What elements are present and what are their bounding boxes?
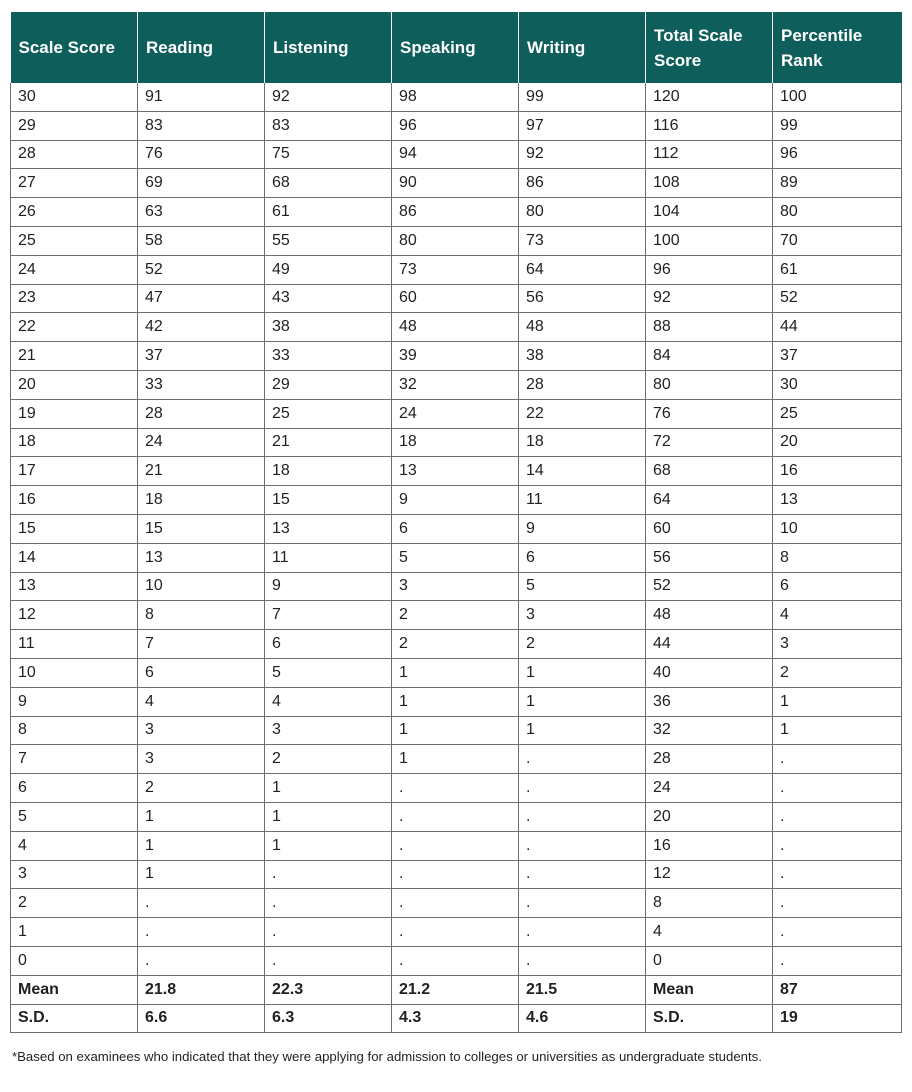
cell-total-scale-score: 72 xyxy=(646,428,773,457)
cell-speaking: 1 xyxy=(392,716,519,745)
cell-writing: . xyxy=(519,889,646,918)
cell-writing: 2 xyxy=(519,630,646,659)
cell-percentile-rank: 6 xyxy=(773,572,902,601)
table-row xyxy=(11,370,902,399)
table-row xyxy=(11,716,902,745)
table-row xyxy=(11,428,902,457)
table-row xyxy=(11,860,902,889)
cell-total-scale-score: 44 xyxy=(646,630,773,659)
cell-speaking: 32 xyxy=(392,370,519,399)
table-row xyxy=(11,342,902,371)
cell-listening: 4 xyxy=(265,687,392,716)
cell-reading: 83 xyxy=(138,111,265,140)
cell-reading: 13 xyxy=(138,543,265,572)
cell-listening: 3 xyxy=(265,716,392,745)
cell-total-scale-score: 0 xyxy=(646,946,773,975)
cell-writing: 38 xyxy=(519,342,646,371)
cell-reading: 3 xyxy=(138,745,265,774)
cell-reading: 37 xyxy=(138,342,265,371)
cell-percentile-rank: . xyxy=(773,774,902,803)
cell-percentile-rank: 16 xyxy=(773,457,902,486)
cell-speaking: 5 xyxy=(392,543,519,572)
cell-listening: 43 xyxy=(265,284,392,313)
table-row xyxy=(11,774,902,803)
cell-percentile-rank: 13 xyxy=(773,486,902,515)
cell-reading: 1 xyxy=(138,831,265,860)
cell-writing: 6 xyxy=(519,543,646,572)
cell-scale-score: 30 xyxy=(11,83,138,111)
table-row xyxy=(11,255,902,284)
cell-writing: . xyxy=(519,745,646,774)
cell-writing: 92 xyxy=(519,140,646,169)
cell-listening: 6.3 xyxy=(265,1004,392,1033)
cell-speaking: 96 xyxy=(392,111,519,140)
cell-total-scale-score: 24 xyxy=(646,774,773,803)
cell-scale-score: S.D. xyxy=(11,1004,138,1033)
cell-scale-score: 19 xyxy=(11,399,138,428)
cell-percentile-rank: 1 xyxy=(773,716,902,745)
cell-percentile-rank: . xyxy=(773,918,902,947)
cell-reading: 2 xyxy=(138,774,265,803)
cell-total-scale-score: 8 xyxy=(646,889,773,918)
cell-total-scale-score: 40 xyxy=(646,658,773,687)
cell-total-scale-score: 96 xyxy=(646,255,773,284)
cell-reading: 18 xyxy=(138,486,265,515)
cell-speaking: 1 xyxy=(392,687,519,716)
cell-reading: 47 xyxy=(138,284,265,313)
cell-reading: 6.6 xyxy=(138,1004,265,1033)
cell-speaking: 9 xyxy=(392,486,519,515)
cell-speaking: . xyxy=(392,860,519,889)
cell-total-scale-score: 28 xyxy=(646,745,773,774)
cell-scale-score: 10 xyxy=(11,658,138,687)
cell-percentile-rank: 30 xyxy=(773,370,902,399)
cell-total-scale-score: S.D. xyxy=(646,1004,773,1033)
cell-reading: 15 xyxy=(138,514,265,543)
table-row xyxy=(11,514,902,543)
cell-scale-score: 14 xyxy=(11,543,138,572)
cell-total-scale-score: 20 xyxy=(646,802,773,831)
cell-writing: . xyxy=(519,802,646,831)
table-row xyxy=(11,918,902,947)
header-reading: Reading xyxy=(138,12,265,83)
cell-total-scale-score: 36 xyxy=(646,687,773,716)
cell-speaking: 60 xyxy=(392,284,519,313)
cell-listening: 92 xyxy=(265,83,392,111)
cell-writing: 3 xyxy=(519,601,646,630)
cell-writing: . xyxy=(519,860,646,889)
header-row xyxy=(11,12,902,83)
cell-writing: 64 xyxy=(519,255,646,284)
cell-percentile-rank: 19 xyxy=(773,1004,902,1033)
cell-listening: 1 xyxy=(265,802,392,831)
cell-reading: . xyxy=(138,946,265,975)
cell-writing: 86 xyxy=(519,169,646,198)
table-row xyxy=(11,572,902,601)
cell-scale-score: 1 xyxy=(11,918,138,947)
cell-listening: . xyxy=(265,918,392,947)
cell-reading: 63 xyxy=(138,198,265,227)
cell-percentile-rank: 1 xyxy=(773,687,902,716)
cell-listening: 13 xyxy=(265,514,392,543)
cell-listening: 21 xyxy=(265,428,392,457)
cell-reading: 21.8 xyxy=(138,975,265,1004)
table-row xyxy=(11,313,902,342)
cell-scale-score: 20 xyxy=(11,370,138,399)
cell-listening: 29 xyxy=(265,370,392,399)
cell-total-scale-score: 88 xyxy=(646,313,773,342)
table-row xyxy=(11,543,902,572)
cell-listening: 9 xyxy=(265,572,392,601)
cell-writing: 22 xyxy=(519,399,646,428)
cell-reading: 91 xyxy=(138,83,265,111)
cell-total-scale-score: 16 xyxy=(646,831,773,860)
cell-percentile-rank: 61 xyxy=(773,255,902,284)
cell-percentile-rank: 87 xyxy=(773,975,902,1004)
cell-percentile-rank: 89 xyxy=(773,169,902,198)
cell-percentile-rank: . xyxy=(773,860,902,889)
cell-reading: . xyxy=(138,889,265,918)
table-row xyxy=(11,745,902,774)
cell-reading: 42 xyxy=(138,313,265,342)
cell-percentile-rank: . xyxy=(773,745,902,774)
cell-percentile-rank: 3 xyxy=(773,630,902,659)
cell-total-scale-score: 52 xyxy=(646,572,773,601)
table-body xyxy=(11,83,902,1033)
cell-speaking: 48 xyxy=(392,313,519,342)
cell-writing: 11 xyxy=(519,486,646,515)
cell-listening: 68 xyxy=(265,169,392,198)
cell-reading: 21 xyxy=(138,457,265,486)
cell-writing: 1 xyxy=(519,658,646,687)
cell-total-scale-score: 68 xyxy=(646,457,773,486)
cell-percentile-rank: 20 xyxy=(773,428,902,457)
cell-speaking: 90 xyxy=(392,169,519,198)
cell-writing: 18 xyxy=(519,428,646,457)
table-row xyxy=(11,169,902,198)
cell-writing: 80 xyxy=(519,198,646,227)
cell-writing: 9 xyxy=(519,514,646,543)
cell-percentile-rank: 100 xyxy=(773,83,902,111)
cell-percentile-rank: 96 xyxy=(773,140,902,169)
cell-scale-score: 17 xyxy=(11,457,138,486)
cell-reading: 1 xyxy=(138,860,265,889)
cell-listening: 61 xyxy=(265,198,392,227)
cell-reading: . xyxy=(138,918,265,947)
cell-writing: 73 xyxy=(519,226,646,255)
cell-listening: . xyxy=(265,946,392,975)
cell-listening: 38 xyxy=(265,313,392,342)
cell-speaking: 39 xyxy=(392,342,519,371)
cell-reading: 1 xyxy=(138,802,265,831)
cell-writing: 99 xyxy=(519,83,646,111)
cell-scale-score: 4 xyxy=(11,831,138,860)
cell-total-scale-score: 60 xyxy=(646,514,773,543)
cell-speaking: 2 xyxy=(392,601,519,630)
cell-speaking: 6 xyxy=(392,514,519,543)
cell-scale-score: 26 xyxy=(11,198,138,227)
cell-scale-score: 21 xyxy=(11,342,138,371)
cell-speaking: 24 xyxy=(392,399,519,428)
cell-listening: 83 xyxy=(265,111,392,140)
cell-writing: . xyxy=(519,831,646,860)
cell-listening: 11 xyxy=(265,543,392,572)
cell-speaking: 94 xyxy=(392,140,519,169)
cell-scale-score: 13 xyxy=(11,572,138,601)
table-header xyxy=(11,12,902,83)
cell-speaking: 3 xyxy=(392,572,519,601)
cell-speaking: 80 xyxy=(392,226,519,255)
cell-scale-score: 12 xyxy=(11,601,138,630)
cell-speaking: 1 xyxy=(392,745,519,774)
cell-percentile-rank: . xyxy=(773,831,902,860)
cell-total-scale-score: 120 xyxy=(646,83,773,111)
table-row xyxy=(11,111,902,140)
cell-scale-score: 28 xyxy=(11,140,138,169)
cell-reading: 58 xyxy=(138,226,265,255)
cell-total-scale-score: 116 xyxy=(646,111,773,140)
table-row xyxy=(11,831,902,860)
cell-total-scale-score: 84 xyxy=(646,342,773,371)
cell-writing: 1 xyxy=(519,687,646,716)
cell-speaking: 4.3 xyxy=(392,1004,519,1033)
cell-percentile-rank: 8 xyxy=(773,543,902,572)
cell-reading: 76 xyxy=(138,140,265,169)
cell-scale-score: 6 xyxy=(11,774,138,803)
cell-listening: 33 xyxy=(265,342,392,371)
cell-reading: 52 xyxy=(138,255,265,284)
cell-speaking: . xyxy=(392,802,519,831)
cell-listening: 75 xyxy=(265,140,392,169)
table-row xyxy=(11,399,902,428)
cell-writing: . xyxy=(519,946,646,975)
cell-scale-score: 5 xyxy=(11,802,138,831)
cell-reading: 24 xyxy=(138,428,265,457)
table-row xyxy=(11,457,902,486)
cell-speaking: 86 xyxy=(392,198,519,227)
cell-writing: 56 xyxy=(519,284,646,313)
cell-speaking: . xyxy=(392,831,519,860)
cell-scale-score: 29 xyxy=(11,111,138,140)
cell-total-scale-score: 48 xyxy=(646,601,773,630)
cell-speaking: 2 xyxy=(392,630,519,659)
cell-writing: . xyxy=(519,774,646,803)
table-row xyxy=(11,601,902,630)
cell-scale-score: 16 xyxy=(11,486,138,515)
cell-percentile-rank: 52 xyxy=(773,284,902,313)
cell-reading: 4 xyxy=(138,687,265,716)
table-row xyxy=(11,946,902,975)
cell-total-scale-score: 56 xyxy=(646,543,773,572)
cell-reading: 10 xyxy=(138,572,265,601)
table-row xyxy=(11,889,902,918)
summary-row xyxy=(11,1004,902,1033)
cell-speaking: . xyxy=(392,946,519,975)
cell-writing: 5 xyxy=(519,572,646,601)
cell-percentile-rank: 70 xyxy=(773,226,902,255)
cell-percentile-rank: 80 xyxy=(773,198,902,227)
cell-total-scale-score: 100 xyxy=(646,226,773,255)
cell-percentile-rank: . xyxy=(773,802,902,831)
cell-total-scale-score: 12 xyxy=(646,860,773,889)
cell-total-scale-score: 4 xyxy=(646,918,773,947)
cell-speaking: 1 xyxy=(392,658,519,687)
cell-speaking: 73 xyxy=(392,255,519,284)
cell-listening: 55 xyxy=(265,226,392,255)
cell-reading: 28 xyxy=(138,399,265,428)
cell-scale-score: 22 xyxy=(11,313,138,342)
cell-percentile-rank: 37 xyxy=(773,342,902,371)
cell-scale-score: 2 xyxy=(11,889,138,918)
cell-total-scale-score: 104 xyxy=(646,198,773,227)
score-table-container xyxy=(10,12,901,1033)
score-percentile-table xyxy=(10,12,902,1033)
cell-writing: 97 xyxy=(519,111,646,140)
cell-total-scale-score: 108 xyxy=(646,169,773,198)
table-row xyxy=(11,226,902,255)
cell-listening: 5 xyxy=(265,658,392,687)
cell-writing: 14 xyxy=(519,457,646,486)
cell-percentile-rank: . xyxy=(773,889,902,918)
cell-writing: 4.6 xyxy=(519,1004,646,1033)
cell-total-scale-score: 92 xyxy=(646,284,773,313)
cell-scale-score: 3 xyxy=(11,860,138,889)
cell-scale-score: 23 xyxy=(11,284,138,313)
cell-speaking: 13 xyxy=(392,457,519,486)
cell-writing: 21.5 xyxy=(519,975,646,1004)
cell-listening: 2 xyxy=(265,745,392,774)
cell-reading: 3 xyxy=(138,716,265,745)
cell-listening: 1 xyxy=(265,831,392,860)
table-row xyxy=(11,198,902,227)
table-row xyxy=(11,140,902,169)
cell-speaking: . xyxy=(392,918,519,947)
cell-total-scale-score: Mean xyxy=(646,975,773,1004)
cell-listening: . xyxy=(265,860,392,889)
footnote: *Based on examinees who indicated that they were applying for admission to colleges or universities as undergraduate students. xyxy=(12,1049,762,1064)
cell-scale-score: Mean xyxy=(11,975,138,1004)
cell-speaking: 98 xyxy=(392,83,519,111)
cell-reading: 7 xyxy=(138,630,265,659)
cell-listening: 49 xyxy=(265,255,392,284)
cell-scale-score: 9 xyxy=(11,687,138,716)
table-row xyxy=(11,658,902,687)
cell-scale-score: 7 xyxy=(11,745,138,774)
cell-scale-score: 0 xyxy=(11,946,138,975)
cell-listening: 7 xyxy=(265,601,392,630)
cell-scale-score: 8 xyxy=(11,716,138,745)
cell-total-scale-score: 64 xyxy=(646,486,773,515)
cell-total-scale-score: 112 xyxy=(646,140,773,169)
cell-percentile-rank: 44 xyxy=(773,313,902,342)
cell-listening: 25 xyxy=(265,399,392,428)
cell-percentile-rank: 99 xyxy=(773,111,902,140)
cell-scale-score: 27 xyxy=(11,169,138,198)
cell-writing: 48 xyxy=(519,313,646,342)
cell-listening: 22.3 xyxy=(265,975,392,1004)
header-listening: Listening xyxy=(265,12,392,83)
summary-row xyxy=(11,975,902,1004)
cell-listening: 18 xyxy=(265,457,392,486)
cell-percentile-rank: . xyxy=(773,946,902,975)
header-percentile-rank: Percentile Rank xyxy=(773,12,902,83)
cell-percentile-rank: 2 xyxy=(773,658,902,687)
cell-scale-score: 24 xyxy=(11,255,138,284)
cell-reading: 33 xyxy=(138,370,265,399)
table-row xyxy=(11,687,902,716)
cell-reading: 69 xyxy=(138,169,265,198)
cell-writing: 1 xyxy=(519,716,646,745)
cell-scale-score: 18 xyxy=(11,428,138,457)
cell-reading: 8 xyxy=(138,601,265,630)
cell-scale-score: 11 xyxy=(11,630,138,659)
table-row xyxy=(11,630,902,659)
cell-listening: 1 xyxy=(265,774,392,803)
cell-percentile-rank: 25 xyxy=(773,399,902,428)
cell-listening: 6 xyxy=(265,630,392,659)
cell-speaking: . xyxy=(392,774,519,803)
cell-listening: . xyxy=(265,889,392,918)
header-total-scale-score: Total Scale Score xyxy=(646,12,773,83)
cell-speaking: 21.2 xyxy=(392,975,519,1004)
cell-scale-score: 25 xyxy=(11,226,138,255)
cell-total-scale-score: 76 xyxy=(646,399,773,428)
table-row xyxy=(11,486,902,515)
cell-reading: 6 xyxy=(138,658,265,687)
header-writing: Writing xyxy=(519,12,646,83)
cell-percentile-rank: 4 xyxy=(773,601,902,630)
table-row xyxy=(11,802,902,831)
cell-writing: . xyxy=(519,918,646,947)
cell-speaking: 18 xyxy=(392,428,519,457)
cell-scale-score: 15 xyxy=(11,514,138,543)
cell-listening: 15 xyxy=(265,486,392,515)
cell-speaking: . xyxy=(392,889,519,918)
cell-total-scale-score: 32 xyxy=(646,716,773,745)
table-row xyxy=(11,83,902,111)
header-scale-score: Scale Score xyxy=(11,12,138,83)
header-speaking: Speaking xyxy=(392,12,519,83)
table-row xyxy=(11,284,902,313)
cell-writing: 28 xyxy=(519,370,646,399)
cell-percentile-rank: 10 xyxy=(773,514,902,543)
cell-total-scale-score: 80 xyxy=(646,370,773,399)
